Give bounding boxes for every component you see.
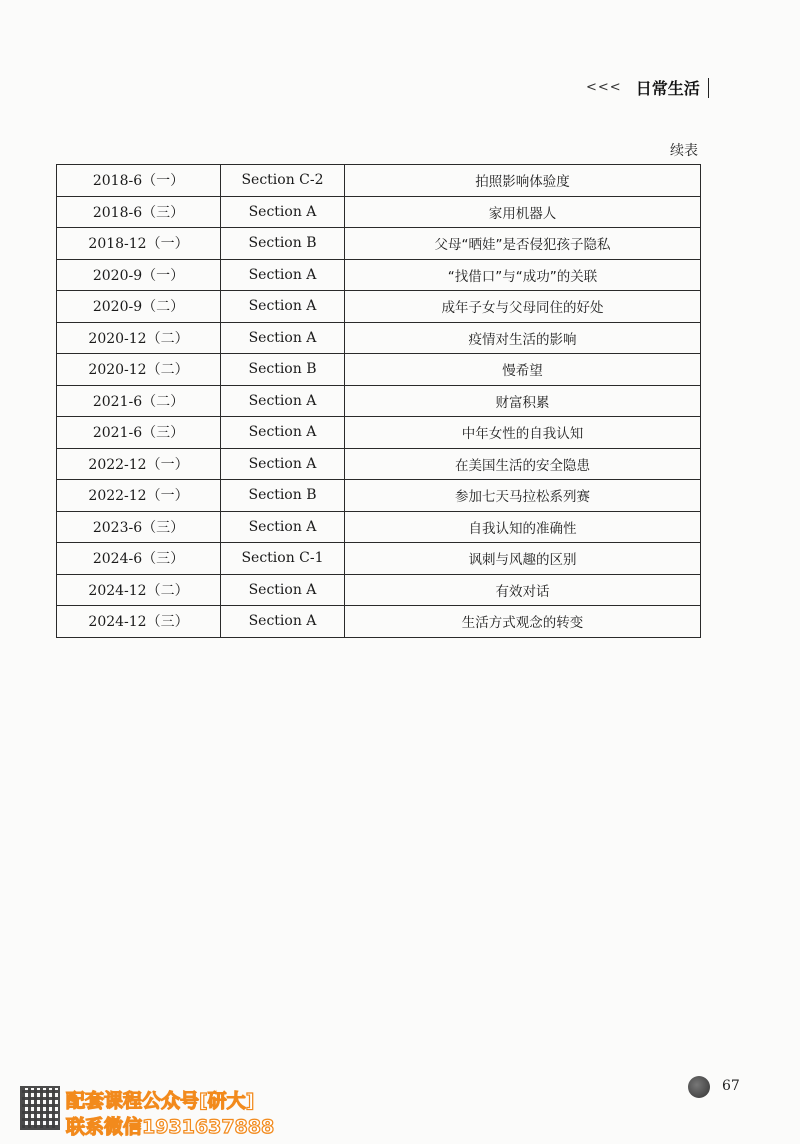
watermark-line-1: 配套课程公众号[研大] (66, 1090, 255, 1112)
table-row (57, 543, 701, 575)
exam-date-cell: 2024-12（三） (57, 606, 221, 638)
chapter-title: 日常生活 (635, 79, 700, 98)
qr-code-icon (20, 1086, 60, 1130)
topic-cell: 有效对话 (345, 574, 701, 606)
topic-cell: 疫情对生活的影响 (345, 322, 701, 354)
exam-date-cell: 2024-12（二） (57, 574, 221, 606)
topic-cell: 家用机器人 (345, 196, 701, 228)
section-cell: Section A (221, 448, 345, 480)
table-row (57, 385, 701, 417)
topic-cell: 生活方式观念的转变 (345, 606, 701, 638)
table-row (57, 574, 701, 606)
section-cell: Section C-2 (221, 165, 345, 197)
exam-date-cell: 2020-12（二） (57, 322, 221, 354)
topic-cell: 成年子女与父母同住的好处 (345, 291, 701, 323)
section-cell: Section B (221, 480, 345, 512)
topic-cell: 拍照影响体验度 (345, 165, 701, 197)
exam-date-cell: 2021-6（三） (57, 417, 221, 449)
exam-date-cell: 2018-6（三） (57, 196, 221, 228)
table-continued-label: 续表 (670, 143, 698, 159)
table-row (57, 291, 701, 323)
section-cell: Section A (221, 385, 345, 417)
page-badge-icon (688, 1076, 710, 1098)
exam-date-cell: 2020-12（二） (57, 354, 221, 386)
section-cell: Section C-1 (221, 543, 345, 575)
section-cell: Section B (221, 354, 345, 386)
table-row (57, 606, 701, 638)
section-cell: Section A (221, 417, 345, 449)
exam-date-cell: 2021-6（二） (57, 385, 221, 417)
section-cell: Section A (221, 259, 345, 291)
table-row (57, 259, 701, 291)
section-cell: Section A (221, 511, 345, 543)
section-cell: Section A (221, 574, 345, 606)
header-arrows: <<< (586, 80, 622, 95)
page-number: 67 (722, 1078, 740, 1094)
table-row (57, 165, 701, 197)
table-body (57, 165, 701, 638)
table-row (57, 322, 701, 354)
exam-date-cell: 2020-9（二） (57, 291, 221, 323)
topic-cell: 财富积累 (345, 385, 701, 417)
topic-cell: 在美国生活的安全隐患 (345, 448, 701, 480)
topic-cell: 参加七天马拉松系列赛 (345, 480, 701, 512)
section-cell: Section A (221, 291, 345, 323)
topic-cell: “找借口”与“成功”的关联 (345, 259, 701, 291)
section-cell: Section A (221, 606, 345, 638)
exam-date-cell: 2018-6（一） (57, 165, 221, 197)
exam-date-cell: 2022-12（一） (57, 480, 221, 512)
topic-cell: 慢希望 (345, 354, 701, 386)
section-cell: Section A (221, 322, 345, 354)
section-cell: Section B (221, 228, 345, 260)
table-row (57, 417, 701, 449)
table-row (57, 511, 701, 543)
exam-topic-table (56, 164, 701, 638)
exam-date-cell: 2023-6（三） (57, 511, 221, 543)
table-row (57, 354, 701, 386)
watermark-line-2: 联系微信1931637888 (66, 1116, 275, 1138)
exam-date-cell: 2020-9（一） (57, 259, 221, 291)
exam-date-cell: 2024-6（三） (57, 543, 221, 575)
header-divider (708, 78, 710, 98)
running-header (586, 76, 709, 99)
section-cell: Section A (221, 196, 345, 228)
topic-cell: 父母“晒娃”是否侵犯孩子隐私 (345, 228, 701, 260)
topic-cell: 讽刺与风趣的区别 (345, 543, 701, 575)
exam-date-cell: 2022-12（一） (57, 448, 221, 480)
table-row (57, 448, 701, 480)
table-row (57, 480, 701, 512)
topic-cell: 中年女性的自我认知 (345, 417, 701, 449)
exam-date-cell: 2018-12（一） (57, 228, 221, 260)
table-row (57, 196, 701, 228)
table-row (57, 228, 701, 260)
topic-cell: 自我认知的准确性 (345, 511, 701, 543)
